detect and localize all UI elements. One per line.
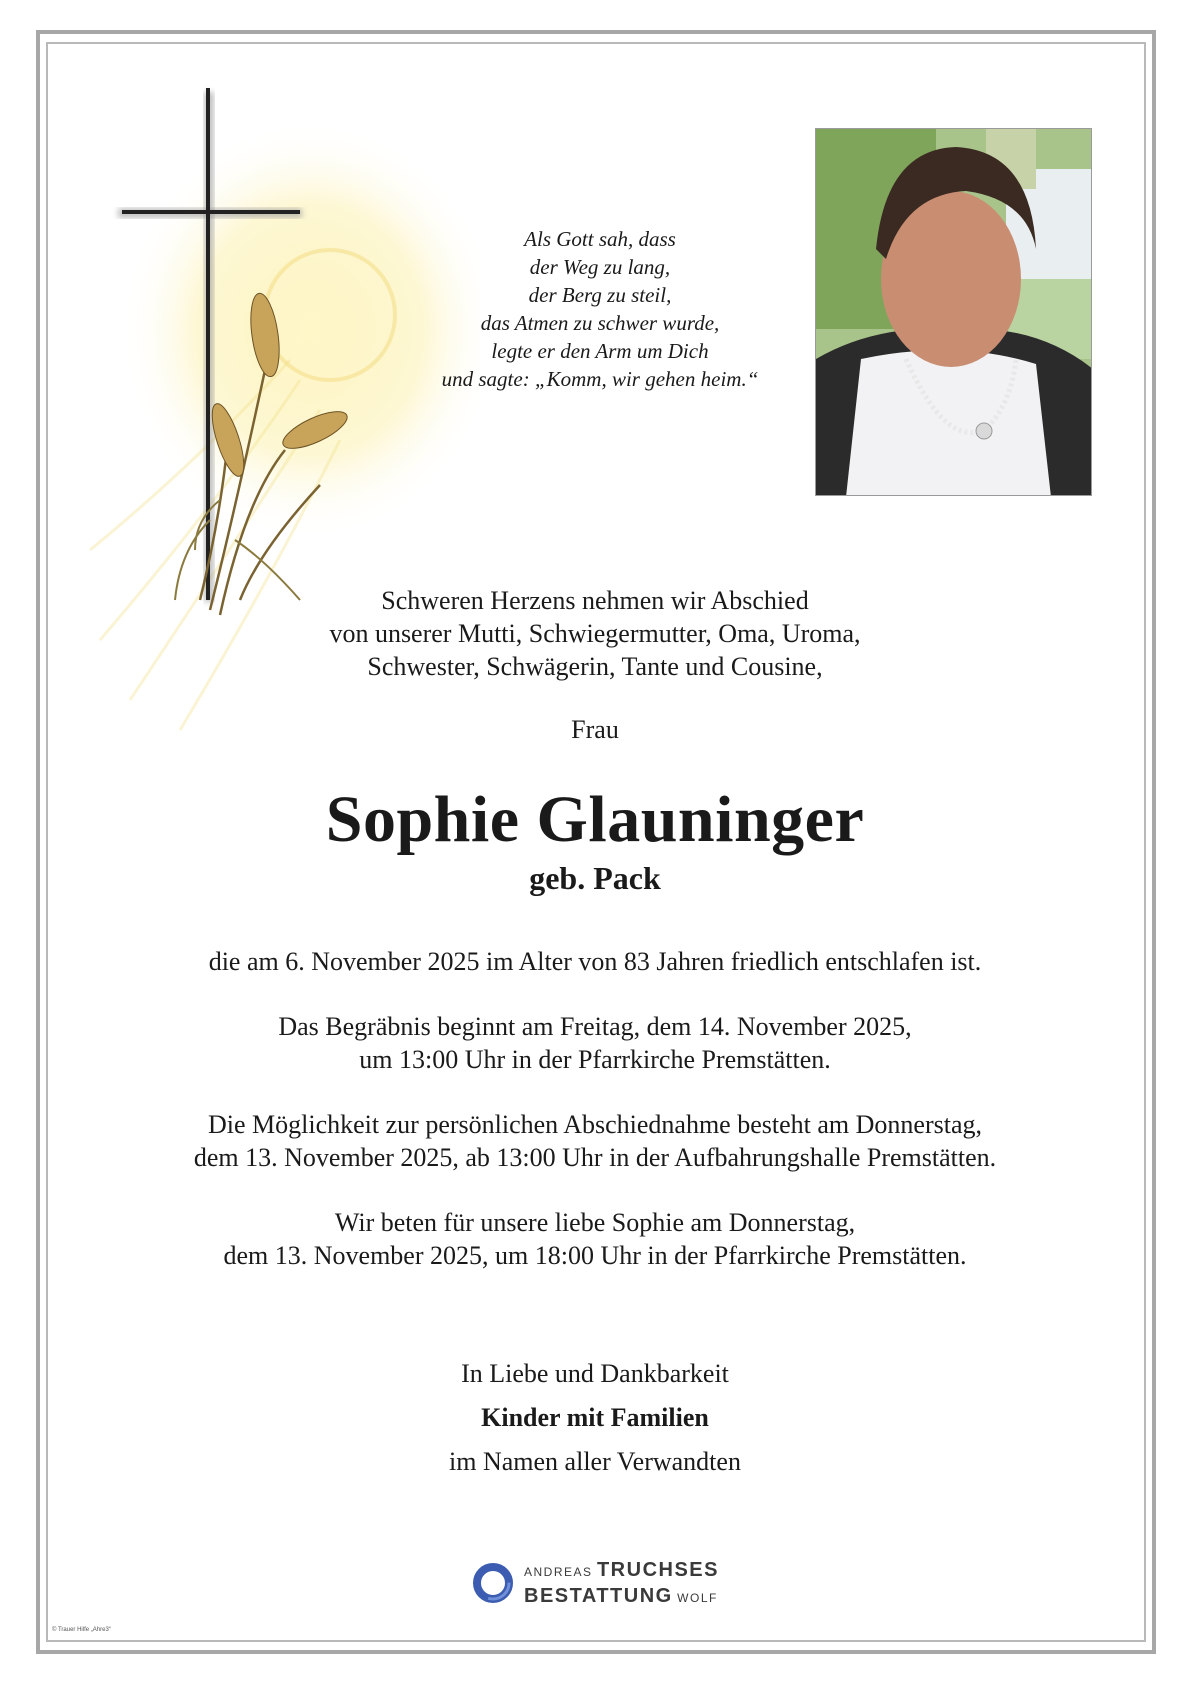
poem-line: und sagte: „Komm, wir gehen heim.“: [441, 367, 759, 391]
funeral-home-logo: [472, 1558, 732, 1608]
death-notice-line: die am 6. November 2025 im Alter von 83 Jahren friedlich entschlafen ist.: [208, 947, 982, 976]
poem-line: Als Gott sah, dass: [524, 227, 676, 251]
salutation: Frau: [571, 715, 619, 744]
poem-line: legte er den Arm um Dich: [491, 339, 709, 363]
logo-firstname: ANDREAS: [524, 1565, 593, 1579]
death-notice: [50, 945, 1140, 978]
poem-line: der Berg zu steil,: [528, 283, 672, 307]
funeral-line: Das Begräbnis beginnt am Freitag, dem 14. November 2025,: [278, 1012, 912, 1041]
intro-line: von unserer Mutti, Schwiegermutter, Oma, Uroma,: [329, 619, 861, 648]
logo-suffix: WOLF: [677, 1591, 718, 1605]
poem: [400, 225, 800, 393]
prayer-info: [50, 1206, 1140, 1272]
farewell-line: dem 13. November 2025, ab 13:00 Uhr in der Aufbahrungshalle Premstätten.: [193, 1143, 997, 1172]
closing-line: im Namen aller Verwandten: [449, 1447, 741, 1476]
logo-text: [524, 1558, 719, 1610]
closing-line: In Liebe und Dankbarkeit: [461, 1359, 729, 1388]
intro-text: [50, 584, 1140, 683]
copyright-note: © Trauer Hilfe „Ahre3“: [52, 1627, 111, 1633]
logo-surname: TRUCHSES: [596, 1559, 719, 1581]
ring-logo-icon: [472, 1562, 514, 1604]
deceased-name: Sophie Glauninger: [325, 783, 865, 856]
farewell-info: [50, 1108, 1140, 1174]
maiden-name: geb. Pack: [529, 860, 661, 896]
poem-line: der Weg zu lang,: [529, 255, 671, 279]
farewell-line: Die Möglichkeit zur persönlichen Abschiednahme besteht am Donnerstag,: [207, 1110, 982, 1139]
prayer-line: Wir beten für unsere liebe Sophie am Donnerstag,: [334, 1208, 856, 1237]
prayer-line: dem 13. November 2025, um 18:00 Uhr in der Pfarrkirche Premstätten.: [223, 1241, 967, 1270]
poem-line: das Atmen zu schwer wurde,: [480, 311, 720, 335]
logo-company: BESTATTUNG: [524, 1585, 673, 1607]
intro-line: Schweren Herzens nehmen wir Abschied: [381, 586, 809, 615]
funeral-info: [50, 1010, 1140, 1076]
family-signature: Kinder mit Familien: [481, 1403, 709, 1432]
funeral-line: um 13:00 Uhr in der Pfarrkirche Premstätten.: [359, 1045, 831, 1074]
closing: [50, 1352, 1140, 1484]
portrait-photo: [815, 128, 1092, 496]
intro-line: Schwester, Schwägerin, Tante und Cousine,: [367, 652, 823, 681]
